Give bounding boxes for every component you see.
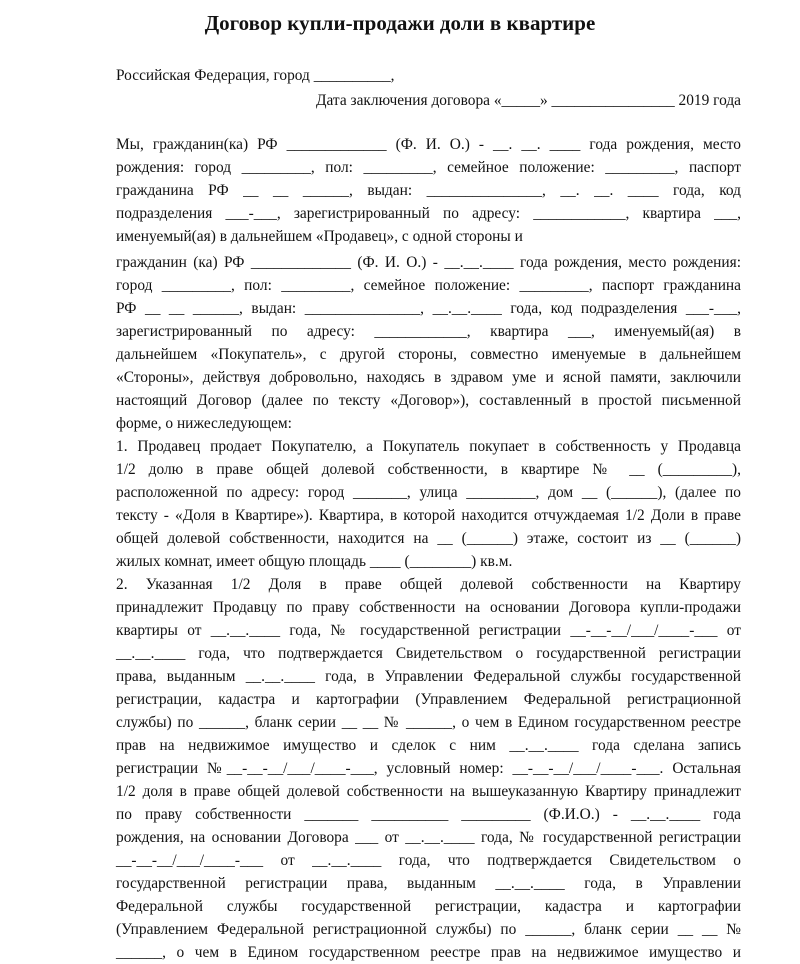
text-line: дальнейшем «Покупатель», с другой стороны, совместно именуемые в дальнейшем <box>116 346 741 363</box>
clause-1-line: 1/2 долю в праве общей долевой собственности, в квартире № __ (_________), <box>116 461 741 478</box>
text-line: Мы, гражданин(ка) РФ _____________ (Ф. И. О.) - __. __. ____ года рождения, место <box>116 136 741 153</box>
clause-2-line: принадлежит Продавцу по праву собственности на основании Договора купли-продажи <box>116 599 741 616</box>
document-title: Договор купли-продажи доли в квартире <box>204 11 596 35</box>
clause-2-line: регистрации, кадастра и картографии (Управлением Федеральной регистрационной <box>116 691 741 708</box>
text-line: рождения: город _________, пол: _________, семейное положение: _________, паспорт <box>116 159 741 176</box>
date-line: Дата заключения договора «_____» ________________ 2019 года <box>315 92 741 109</box>
clause-2-line: государственной регистрации права, выданным __.__.____ года, в Управлении <box>116 875 741 892</box>
clause-2-line: квартиры от __.__.____ года, № государственной регистрации __-__-__/___/____-___ от <box>116 622 741 639</box>
clause-2-line: 1/2 доля в праве общей долевой собственности на вышеуказанную Квартиру принадлежит <box>116 783 741 800</box>
clause-1-line: 1. Продавец продает Покупателю, а Покупатель покупает в собственность у Продавца <box>116 438 741 455</box>
text-line: гражданин (ка) РФ _____________ (Ф. И. О.) - __.__.____ года рождения, место рождения: <box>116 254 741 271</box>
clause-2-line: по праву собственности _______ __________ _________ (Ф.И.О.) - __.__.____ года <box>116 806 741 823</box>
clause-2-line: Федеральной службы государственной регистрации, кадастра и картографии <box>116 898 741 915</box>
text-line: форме, о нижеследующем: <box>116 415 292 432</box>
clause-1-line: жилых комнат, имеет общую площадь ____ (________) кв.м. <box>116 553 513 570</box>
text-line: город _________, пол: _________, семейное положение: _________, паспорт гражданина <box>116 277 741 294</box>
clause-1-line: тексту - «Доля в Квартире»). Квартира, в которой находится отчуждаемая 1/2 Доли в праве <box>116 507 741 524</box>
clause-2-line: права, выданным __.__.____ года, в Управлении Федеральной службы государственной <box>116 668 741 685</box>
clause-2-line: прав на недвижимое имущество и сделок с ним __.__.____ года сделана запись <box>116 737 741 754</box>
clause-2-line: рождения, на основании Договора ___ от __.__.____ года, № государственной регистрации <box>116 829 741 846</box>
text-line: настоящий Договор (далее по тексту «Договор»), составленный в простой письменной <box>116 392 741 409</box>
clause-2-line: 2. Указанная 1/2 Доля в праве общей долевой собственности на Квартиру <box>116 576 741 593</box>
clause-2-line: __-__-__/___/____-___ от __.__.____ года, что подтверждается Свидетельством о <box>116 852 741 869</box>
clause-2-line: ______, о чем в Едином государственном реестре прав на недвижимое имущество и <box>116 944 741 961</box>
clause-2-line: (Управлением Федеральной регистрационной службы) по ______, бланк серии __ __ № <box>116 921 741 938</box>
clause-1-line: расположенной по адресу: город _______, улица _________, дом __ (______), (далее по <box>116 484 741 501</box>
text-line: гражданина РФ __ __ ______, выдан: _______________, __. __. ____ года, код <box>116 182 741 199</box>
text-line: РФ __ __ ______, выдан: _______________, __.__.____ года, код подразделения ___-___, <box>116 300 741 317</box>
place-line: Российская Федерация, город __________, <box>116 67 395 84</box>
clause-2-line: службы) по ______, бланк серии __ __ № ______, о чем в Едином государственном реестре <box>116 714 741 731</box>
text-line: «Стороны», действуя добровольно, находясь в здравом уме и ясной памяти, заключили <box>116 369 741 386</box>
clause-2-line: __.__.____ года, что подтверждается Свидетельством о государственной регистрации <box>116 645 741 662</box>
text-line: именуемый(ая) в дальнейшем «Продавец», с одной стороны и <box>116 228 523 245</box>
clause-2-line: регистрации №__-__-__/___/____-___, условный номер: __-__-__/___/____-___. Остальная <box>116 760 741 777</box>
text-line: подразделения ___-___, зарегистрированный по адресу: ____________, квартира ___, <box>116 205 741 222</box>
text-line: зарегистрированный по адресу: ____________, квартира ___, именуемый(ая) в <box>116 323 741 340</box>
clause-1-line: общей долевой собственности, находится на __ (______) этаже, состоит из __ (______) <box>116 530 741 547</box>
